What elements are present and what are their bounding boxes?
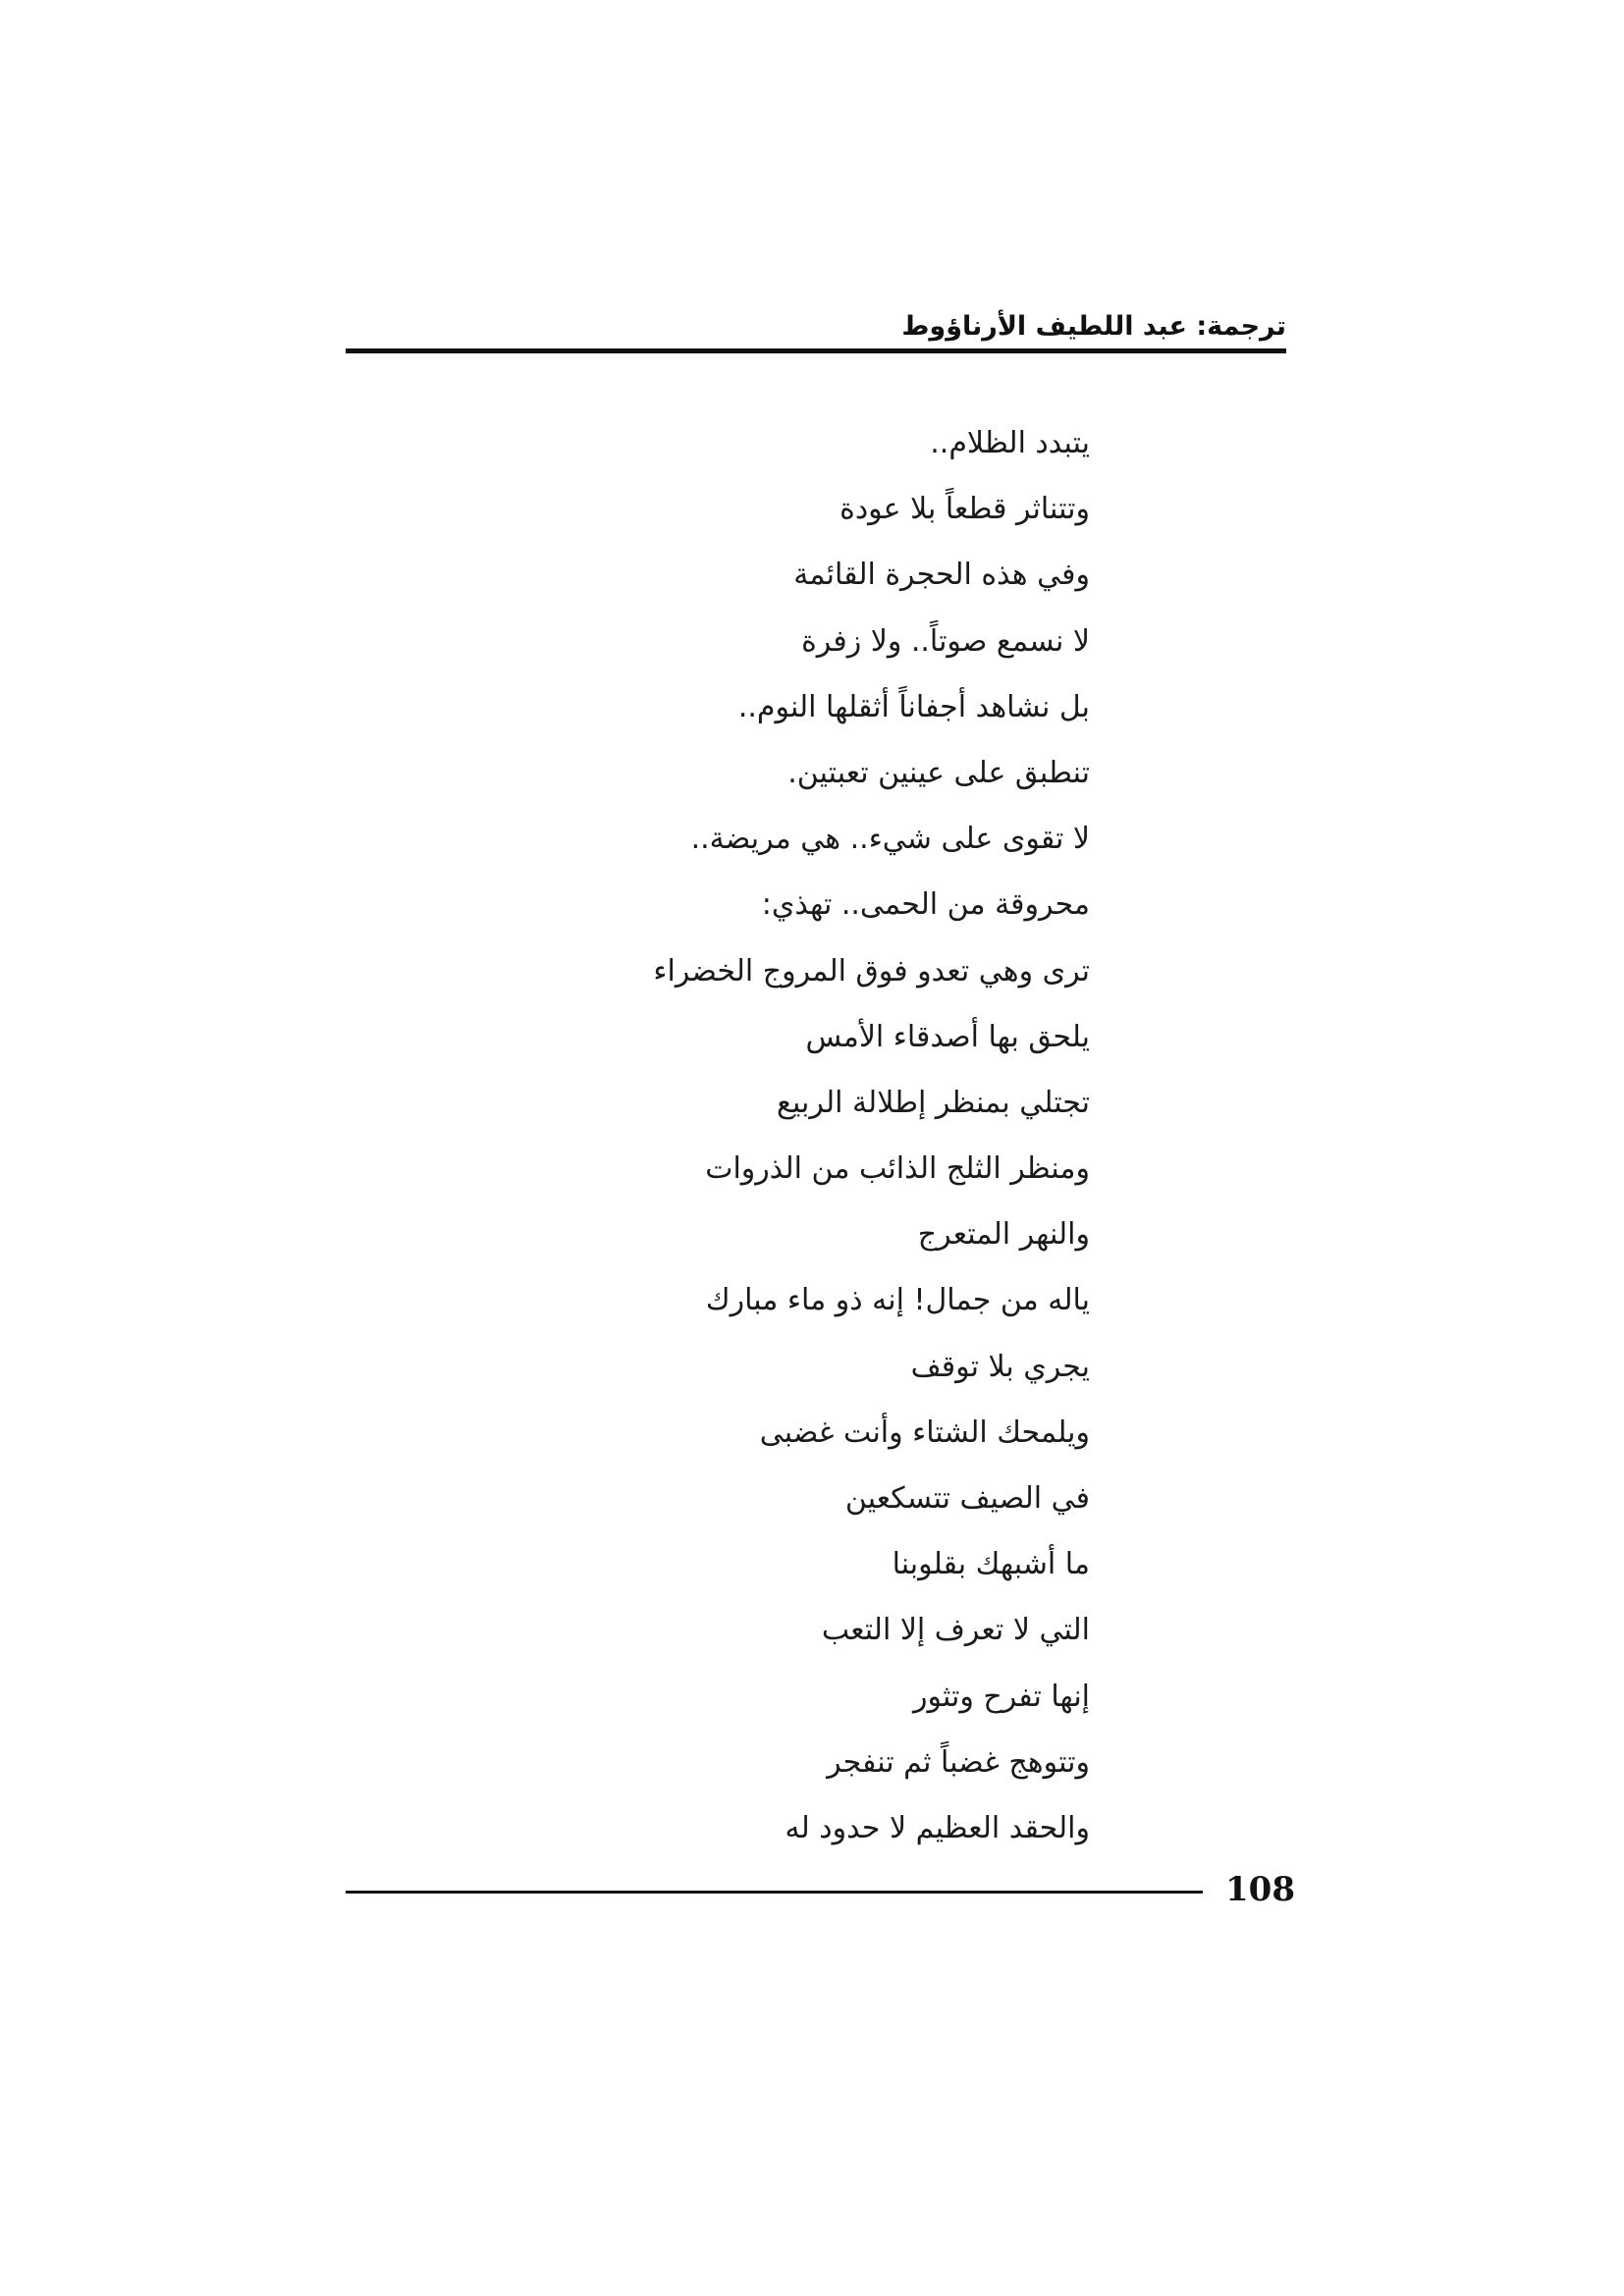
poem-line: وتتناثر قطعاً بلا عودة xyxy=(839,492,1090,527)
poem-line: في الصيف تتسكعين xyxy=(844,1481,1090,1516)
poem-line: التي لا تعرف إلا التعب xyxy=(821,1613,1090,1648)
poem-line: والنهر المتعرج xyxy=(917,1217,1090,1253)
poem-line: بل نشاهد أجفاناً أثقلها النوم.. xyxy=(737,689,1090,724)
poem-line: ما أشبهك بقلوبنا xyxy=(892,1547,1090,1582)
poem-line: يجري بلا توقف xyxy=(910,1349,1090,1384)
poem-line: ومنظر الثلج الذائب من الذروات xyxy=(705,1151,1090,1187)
footer-rule xyxy=(346,1891,1203,1894)
poem-body xyxy=(550,410,1090,1861)
poem-line: ويلمحك الشتاء وأنت غضبى xyxy=(759,1415,1090,1450)
header-rule xyxy=(346,348,1286,353)
poem-line: لا نسمع صوتاً.. ولا زفرة xyxy=(801,623,1090,659)
poem-line: ترى وهي تعدو فوق المروج الخضراء xyxy=(653,953,1090,988)
poem-line: يلحق بها أصدقاء الأمس xyxy=(805,1019,1090,1054)
poem-line: وتتوهج غضباً ثم تنفجر xyxy=(827,1744,1090,1780)
poem-line: لا تقوى على شيء.. هي مريضة.. xyxy=(690,822,1090,857)
running-header-title: ترجمة: عبد اللطيف الأرناؤوط xyxy=(901,311,1286,342)
poem-line: يتبدد الظلام.. xyxy=(930,426,1090,460)
poem-line: وفي هذه الحجرة القائمة xyxy=(793,558,1090,593)
poem-line: تجتلي بمنظر إطلالة الربيع xyxy=(777,1085,1090,1120)
poem-line: والحقد العظيم لا حدود له xyxy=(785,1810,1090,1845)
poem-line: إنها تفرح وتثور xyxy=(912,1679,1090,1714)
poem-line: ياله من جمال! إنه ذو ماء مبارك xyxy=(705,1283,1090,1318)
page-number: 108 xyxy=(1225,1870,1295,1909)
poem-line: محروقة من الحمى.. تهذي: xyxy=(761,887,1090,923)
poem-line: تنطبق على عينين تعبتين. xyxy=(787,755,1090,790)
